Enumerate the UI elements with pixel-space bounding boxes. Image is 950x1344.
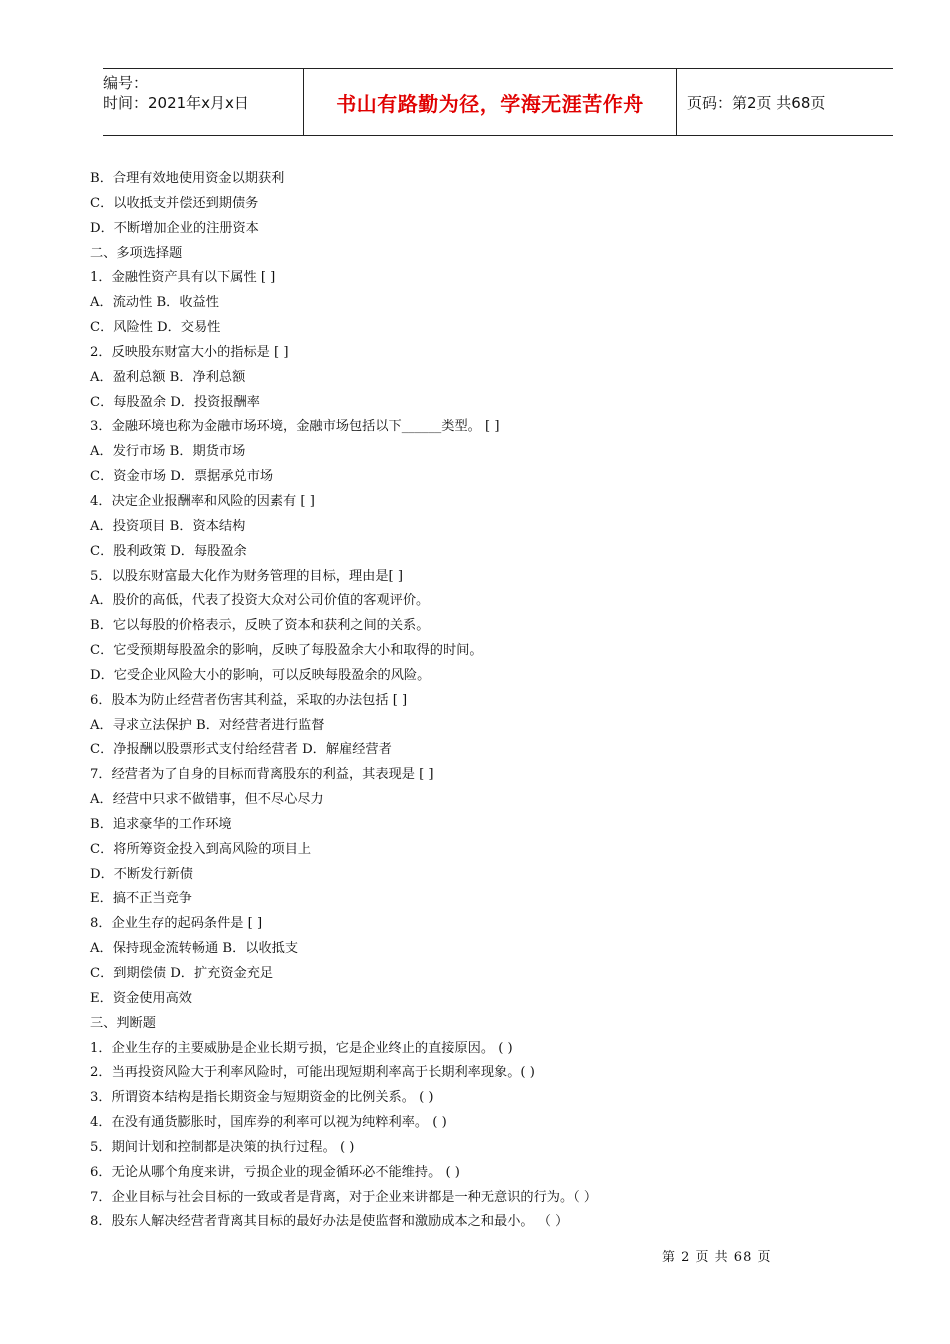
text-line: A．保持现金流转畅通 B．以收抵支 — [90, 941, 299, 957]
text-line: 6．无论从哪个角度来讲，亏损企业的现金循环必不能维持。 ( ) — [90, 1164, 460, 1180]
text-line: 3．所谓资本结构是指长期资金与短期资金的比例关系。 ( ) — [90, 1090, 434, 1106]
text-line: 7．企业目标与社会目标的一致或者是背离，对于企业来讲都是一种无意识的行为。（ ） — [90, 1189, 598, 1205]
text-line: C．以收抵支并偿还到期债务 — [90, 195, 259, 211]
text-line: 二、多项选择题 — [90, 245, 183, 261]
text-line: A．流动性 B．收益性 — [90, 295, 219, 311]
header-meta-cell — [103, 69, 304, 135]
text-line: B．合理有效地使用资金以期获利 — [90, 171, 285, 186]
text-line: 4．决定企业报酬率和风险的因素有 [ ] — [90, 493, 315, 509]
text-line: 1．金融性资产具有以下属性 [ ] — [90, 270, 276, 286]
text-line: E．搞不正当竞争 — [90, 891, 192, 907]
text-line: C．净报酬以股票形式支付给经营者 D．解雇经营者 — [90, 742, 392, 758]
text-line: E．资金使用高效 — [90, 990, 192, 1006]
text-line: 4．在没有通货膨胀时，国库券的利率可以视为纯粹利率。 ( ) — [90, 1115, 447, 1131]
header-slogan: 书山有路勤为径，学海无涯苦作舟 — [336, 91, 644, 116]
text-line: C．每股盈余 D．投资报酬率 — [90, 394, 260, 410]
text-line: 1．企业生存的主要威胁是企业长期亏损，它是企业终止的直接原因。 ( ) — [90, 1040, 513, 1056]
document-number-label: 编号： — [103, 74, 149, 92]
text-line: A．盈利总额 B．净利总额 — [90, 369, 246, 385]
header-slogan-cell — [304, 69, 677, 135]
text-line: C．风险性 D．交易性 — [90, 320, 221, 336]
text-line: B．追求豪华的工作环境 — [90, 816, 232, 832]
text-line: C．资金市场 D．票据承兑市场 — [90, 469, 274, 485]
text-line: A．寻求立法保护 B．对经营者进行监督 — [90, 717, 325, 733]
text-line: 8．股东人解决经营者背离其目标的最好办法是使监督和激励成本之和最小。 （ ） — [90, 1214, 569, 1230]
document-body — [90, 167, 890, 1235]
text-line: A．发行市场 B．期货市场 — [90, 444, 246, 460]
page-header — [103, 68, 893, 136]
text-line: 8．企业生存的起码条件是 [ ] — [90, 916, 263, 932]
text-line: 2．当再投资风险大于利率风险时，可能出现短期利率高于长期利率现象。( ) — [90, 1065, 535, 1081]
text-line: C．它受预期每股盈余的影响，反映了每股盈余大小和取得的时间。 — [90, 643, 483, 659]
text-line: 5．期间计划和控制都是决策的执行过程。 ( ) — [90, 1139, 355, 1155]
text-line: D．不断发行新债 — [90, 866, 193, 882]
text-line: 2．反映股东财富大小的指标是 [ ] — [90, 344, 289, 360]
text-line: C．将所筹资金投入到高风险的项目上 — [90, 841, 312, 857]
page-footer: 第 2 页 共 68 页 — [662, 1250, 772, 1265]
text-line: D．它受企业风险大小的影响，可以反映每股盈余的风险。 — [90, 667, 431, 683]
text-line: 5．以股东财富最大化作为财务管理的目标，理由是[ ] — [90, 568, 403, 584]
header-page-cell — [677, 69, 893, 135]
text-line: 7．经营者为了自身的目标而背离股东的利益，其表现是 [ ] — [90, 767, 434, 783]
text-line: C．到期偿债 D．扩充资金充足 — [90, 966, 274, 981]
text-line: A．股价的高低，代表了投资大众对公司价值的客观评价。 — [90, 593, 430, 609]
text-line: 3．金融环境也称为金融市场环境，金融市场包括以下______类型。 [ ] — [90, 419, 500, 435]
text-line: B．它以每股的价格表示，反映了资本和获利之间的关系。 — [90, 618, 430, 634]
text-line: A．投资项目 B．资本结构 — [90, 518, 246, 534]
text-line: 6．股本为防止经营者伤害其利益，采取的办法包括 [ ] — [90, 692, 408, 708]
text-line: C．股利政策 D．每股盈余 — [90, 543, 247, 559]
text-line: D．不断增加企业的注册资本 — [90, 220, 259, 236]
document-time-label: 时间：2021年x月x日 — [103, 94, 249, 112]
header-page-label: 页码：第2页 共68页 — [687, 93, 826, 112]
text-line: A．经营中只求不做错事，但不尽心尽力 — [90, 792, 324, 808]
text-line: 三、判断题 — [90, 1015, 156, 1031]
